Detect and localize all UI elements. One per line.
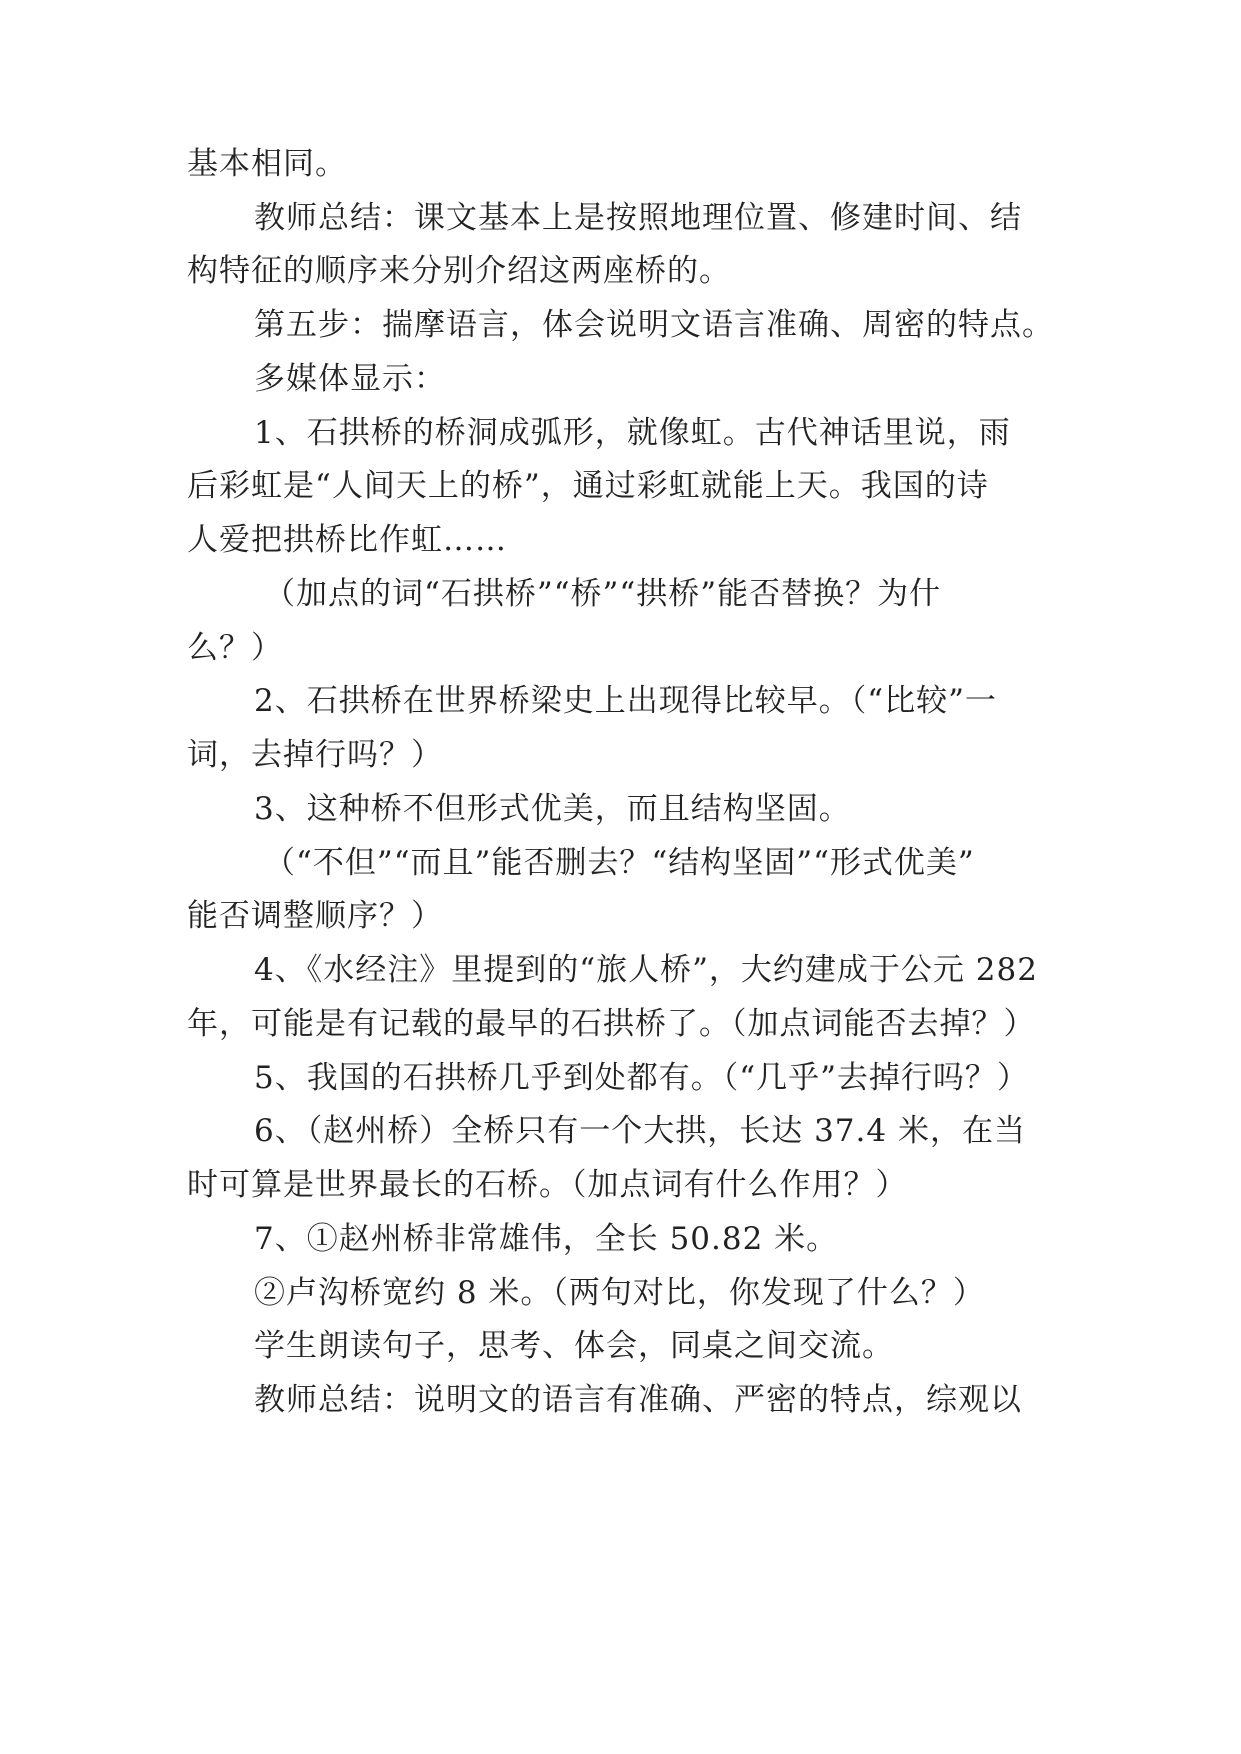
text-line: 么？） xyxy=(187,630,283,666)
text-line: 5、我国的石拱桥几乎到处都有。（“几乎”去掉行吗？） xyxy=(254,1060,1029,1096)
text-line: 6、（赵州桥）全桥只有一个大拱，长达 37.4 米，在当 xyxy=(254,1113,1026,1149)
text-line: 1、石拱桥的桥洞成弧形，就像虹。古代神话里说，雨 xyxy=(254,415,1011,451)
text-line: 年，可能是有记载的最早的石拱桥了。（加点词能否去掉？） xyxy=(187,1006,1036,1042)
text-line: 3、这种桥不但形式优美，而且结构坚固。 xyxy=(254,791,851,827)
text-line: 后彩虹是“人间天上的桥”，通过彩虹就能上天。我国的诗 xyxy=(187,468,989,504)
text-line: 多媒体显示： xyxy=(254,361,446,397)
text-line: （“不但”“而且”能否删去？“结构坚固”“形式优美” xyxy=(264,845,975,881)
text-line: 教师总结：说明文的语言有准确、严密的特点，综观以 xyxy=(254,1382,1022,1418)
text-line: 能否调整顺序？） xyxy=(187,898,443,934)
text-line: 词，去掉行吗？） xyxy=(187,737,443,773)
text-line: 教师总结：课文基本上是按照地理位置、修建时间、结 xyxy=(254,200,1022,236)
text-line: 学生朗读句子，思考、体会，同桌之间交流。 xyxy=(254,1328,894,1364)
text-line: 7、①赵州桥非常雄伟，全长 50.82 米。 xyxy=(254,1221,839,1257)
text-line: 4、《水经注》里提到的“旅人桥”，大约建成于公元 282 xyxy=(254,952,1038,988)
text-line: 第五步：揣摩语言，体会说明文语言准确、周密的特点。 xyxy=(254,307,1054,343)
text-line: ②卢沟桥宽约 8 米。（两句对比，你发现了什么？） xyxy=(254,1275,985,1311)
text-line: 构特征的顺序来分别介绍这两座桥的。 xyxy=(187,253,731,289)
text-line: （加点的词“石拱桥”“桥”“拱桥”能否替换？为什 xyxy=(264,576,942,612)
text-line: 时可算是世界最长的石桥。（加点词有什么作用？） xyxy=(187,1167,908,1203)
text-line: 人爱把拱桥比作虹…… xyxy=(187,522,507,558)
text-line: 基本相同。 xyxy=(187,146,347,182)
text-line: 2、石拱桥在世界桥梁史上出现得比较早。（“比较”一 xyxy=(254,683,997,719)
